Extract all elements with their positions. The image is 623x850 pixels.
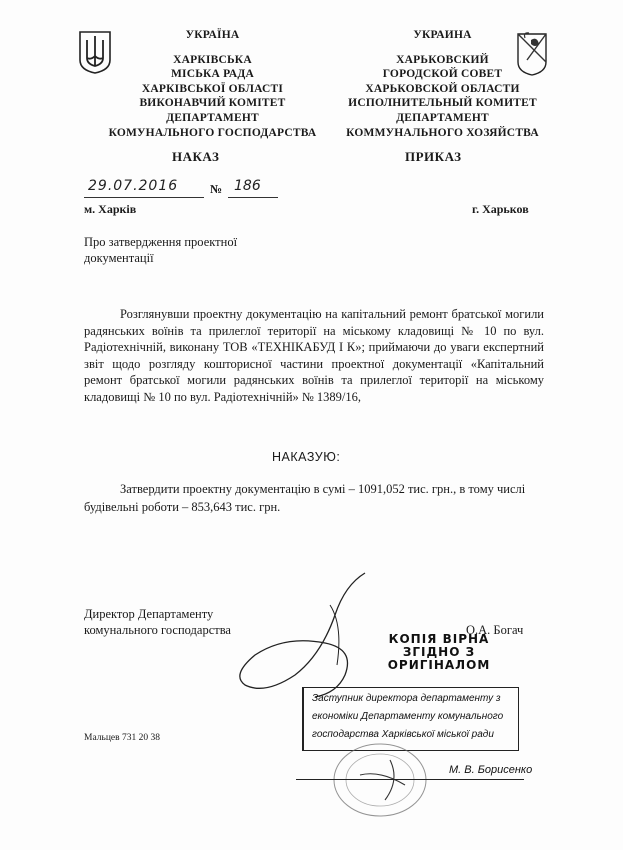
city-left: м. Харків — [84, 202, 137, 216]
executor-contact: Мальцев 731 20 38 — [84, 733, 160, 743]
director-name: О.А. Богач — [466, 623, 524, 637]
header-right-line: ИСПОЛНИТЕЛЬНЫЙ КОМИТЕТ — [348, 97, 537, 110]
order-date: 29.07.2016 — [88, 178, 179, 194]
header-left — [100, 28, 325, 140]
director-title-line: комунального господарства — [84, 623, 231, 637]
city-right: г. Харьков — [472, 202, 529, 216]
order-title-right: ПРИКАЗ — [405, 149, 462, 164]
header-left-line: ХАРКІВСЬКА — [173, 53, 252, 66]
header-right-line: КОММУНАЛЬНОГО ХОЗЯЙСТВА — [346, 126, 539, 139]
subject-line: документації — [84, 251, 154, 265]
stamp-signer-name: М. В. Борисенко — [449, 764, 533, 776]
header-left-line: ХАРКІВСЬКОЇ ОБЛАСТІ — [141, 82, 284, 95]
stamp-copy-line: ОРИГІНАЛОМ — [387, 658, 491, 672]
header-right-line: ГОРОДСКОЙ СОВЕТ — [382, 68, 503, 81]
order-title-left: НАКАЗ — [172, 149, 220, 164]
order-preamble: Розглянувши проектну документацію на капітальний ремонт братської могили радянських воїнів та прилеглої території на міському кладовищі № 10 по вул. Радіотехнічній, виконану ТОВ «ТЕХНІКАБУД І К»; приймаючи до уваги експертний звіт щодо розгляду кошторисної частини проектної документації «Капітальний ремонт братської могили радянських воїнів та прилеглої території на міському кладовищі № 10 по вул. Радіотехнічній» № 1389/16, — [84, 307, 544, 404]
header-left-line: МІСЬКА РАДА — [170, 68, 255, 81]
decision-text: Затвердити проектну документацію в сумі – 1091,052 тис. грн., в тому числі будівельні роботи – 853,643 тис. грн. — [84, 482, 526, 514]
kharkiv-coat-of-arms-icon — [515, 30, 549, 76]
order-number: 186 — [234, 178, 261, 194]
header-right-line: ДЕПАРТАМЕНТ — [396, 111, 489, 124]
header-right-line: ХАРЬКОВСКИЙ — [396, 53, 489, 66]
header-left-country: УКРАЇНА — [185, 29, 240, 41]
number-label: № — [210, 182, 223, 196]
subject-line: Про затвердження проектної — [84, 235, 238, 249]
header-right-country: УКРАИНА — [413, 29, 472, 41]
director-title-line: Директор Департаменту — [84, 607, 214, 621]
header-left-line: КОМУНАЛЬНОГО ГОСПОДАРСТВА — [108, 126, 317, 139]
round-seal-stamp — [330, 740, 430, 820]
stamp-box-line: Заступник директора департаменту з — [312, 693, 501, 704]
stamp-copy-line: ЗГІДНО З — [402, 645, 476, 659]
order-subject — [84, 234, 284, 266]
stamp-copy-line: КОПІЯ ВІРНА — [388, 632, 490, 646]
date-number-line — [84, 178, 284, 200]
header-left-line: ДЕПАРТАМЕНТ — [166, 111, 259, 124]
header-right-line: ХАРЬКОВСКОЙ ОБЛАСТИ — [365, 82, 520, 95]
header-left-line: ВИКОНАВЧИЙ КОМІТЕТ — [139, 97, 286, 110]
stamp-box-line: господарства Харківської міської ради — [312, 729, 494, 740]
stamp-signature-line — [296, 779, 524, 780]
director-title — [84, 606, 231, 638]
decision-heading: НАКАЗУЮ: — [272, 450, 341, 464]
stamp-box-line: економіки Департаменту комунального — [312, 711, 504, 722]
certified-copy-stamp — [384, 633, 494, 672]
